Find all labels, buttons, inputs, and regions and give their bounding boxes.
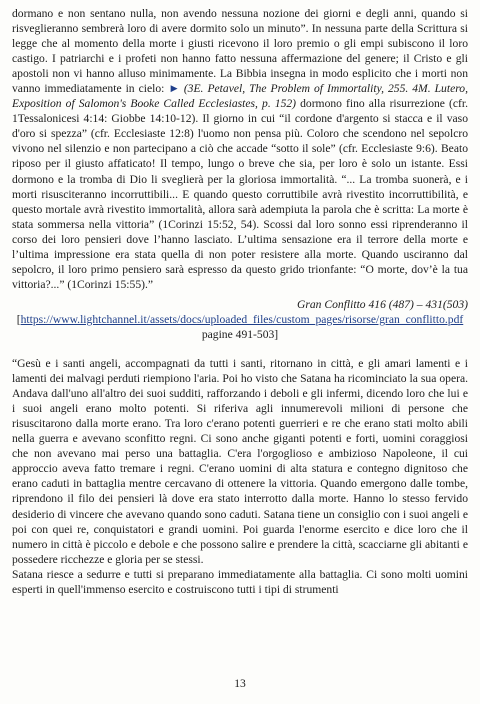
citation-note: (3E. Petavel, The Problem of Immortality, 255. 4M. Lutero, Exposition of Salomon's Booke Called Ecclesiastes, p. 152): [12, 82, 468, 111]
paragraph-2: “Gesù e i santi angeli, accompagnati da tutti i santi, ritornano in città, e gli amari lamenti e i lamenti dei malvagi perduti riempiono l'aria. Poi ho visto che Satana ha ricominciato la sua opera. Andava dall'uno all'altro dei suoi sudditi, rafforzando i deboli e gli infermi, dicendo loro che lui e i suoi angeli erano molto potenti. Si riferiva agli innumerevoli milioni di persone che risuscitarono dalla morte erano. Tra loro c'erano potenti guerrieri e re che erano stati molto abili nella guerra e avevano sconfitto regni. Ci sono anche giganti potenti e forti, uomini coraggiosi che non avevano mai perso una battaglia. C'era l'orgoglioso e ambizioso Napoleone, il cui approccio aveva fatto tremare i regni. C'erano uomini di alta statura e contegno dignitoso che erano caduti in battaglia mentre cercavano di ottenere la vittoria. Quando emergono dalle tombe, riprendono il filo dei pensieri là dove era stato interrotto dalla morte. Hanno lo stesso fervido desiderio di vincere che avevano quando sono caduti. Satana tiene un consiglio con i suoi angeli e poi con quei re, conquistatori e grandi uomini. Poi guarda l'enorme esercito e dice loro che il numero in città è piccolo e debole e che possono salire e prendere la città, scacciarne gli abitanti e possedere ricchezze e gloria per se stessi.: [12, 357, 468, 566]
reference-pages: pagine 491-503]: [201, 327, 279, 341]
reference-link[interactable]: https://www.lightchannel.it/assets/docs/uploaded_files/custom_pages/risorse/gran_conflitto.pdf: [20, 312, 464, 326]
paragraph-1-text-a: dormano e non sentano nulla, non avendo nessuna nozione dei giorni e degli anni, quando si risveglieranno sembrerà loro di avere dormito solo un minuto”. In nessuna parte della Scrittura si legge che al momento della morte i giusti ricevono il loro premio o gli empi subiscono il loro castigo. I patriarchi e i profeti non hanno fatto nessuna affermazione del genere; il Cristo e gli apostoli non vi hanno alluso minimamente. La Bibbia insegna in modo esplicito che i morti non vanno immediatamente in cielo:: [12, 7, 468, 96]
section-spacer: [12, 342, 468, 356]
reference-line: [12, 312, 468, 342]
paragraph-1: [12, 6, 468, 292]
page-number: 13: [234, 677, 246, 690]
source-citation: Gran Conflitto 416 (487) – 431(503): [296, 297, 468, 311]
arrow-marker-icon: ►: [168, 82, 180, 96]
paragraph-3: Satana riesce a sedurre e tutti si preparano immediatamente alla battaglia. Ci sono molti uomini esperti in quell'immenso esercito e costruiscono tutti i tipi di strumenti: [12, 567, 468, 596]
paragraph-1-text-b: dormono fino alla risurrezione (cfr. 1Tessalonicesi 4:14: Giobbe 14:10-12). Il giorno in cui “il cordone d'argento si stacca e il vaso d'oro si spezza” (cfr. Ecclesiaste 12:8) l'uomo non pensa più. Coloro che scendono nel sepolcro vivono nel silenzio e non partecipano a ciò che accade “sotto il sole” (cfr. Ecclesiaste 9:6). Beato riposo per il giusto affaticato! Il tempo, lungo o breve che sia, per loro è solo un istante. Essi dormono e la tromba di Dio li sveglierà per la gloriosa immortalità. “... La tromba suonerà, e i morti risusciteranno incorruttibili... E quando questo corruttibile avrà rivestito incorruttibilità, e questo mortale avrà rivestito immortalità, allora sarà adempiuta la parola che è scritta: La morte è stata sommersa nella vittoria” (1Corinzi 15:52, 54). Scossi dal loro sonno essi riprenderanno il corso dei loro pensieri dove l’hanno lasciato. L’ultima sensazione era il terrore della morte e l’ultima impressione era stata quella di non poter resistere alla morte. Quando usciranno dal sepolcro, il loro primo pensiero sarà espresso da questo grido trionfante: “O morte, dov’è la tua vittoria?...” (1Corinzi 15:55).”: [12, 97, 468, 291]
reference-open-bracket: [: [16, 312, 21, 326]
